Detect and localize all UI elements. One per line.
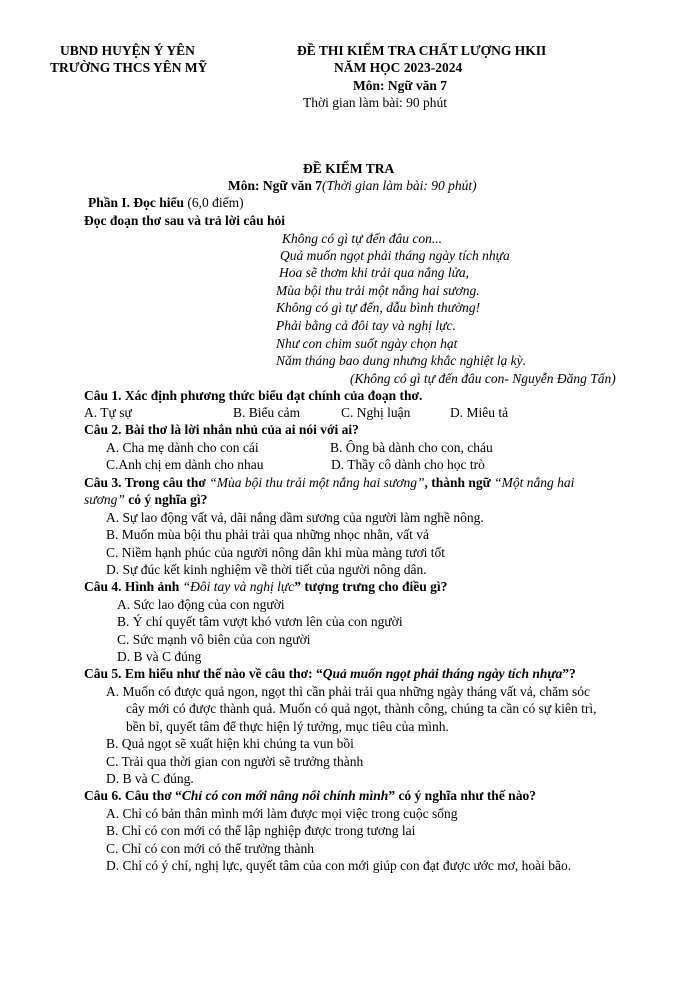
question-3 [84, 474, 574, 491]
q6-option-d: D. Chỉ có ý chí, nghị lực, quyết tâm của con mới giúp con đạt được ước mơ, hoài bão. [106, 858, 572, 873]
q5-option-a-line1: A. Muốn có được quả ngon, ngọt thì cần phải trải qua những ngày tháng vất vả, chăm sóc [106, 684, 591, 699]
q3-tail: có ý nghĩa gì? [124, 492, 208, 507]
question-3-cont [84, 491, 207, 508]
q3-option-c: C. Niềm hạnh phúc của người nông dân khi mùa màng tươi tốt [106, 545, 445, 560]
q6-lead: Câu 6. Câu thơ “ [84, 788, 182, 803]
q2-option-b: B. Ông bà dành cho con, cháu [330, 440, 493, 455]
q3-idiom: “Một nắng hai [494, 475, 575, 490]
poem-line: Như con chim suốt ngày chọn hạt [276, 336, 458, 351]
q4-option-b: B. Ý chí quyết tâm vượt khó vươn lên của con người [117, 614, 403, 629]
q5-option-a-line3: bền bỉ, quyết tâm để thực hiện lý tưởng, mục tiêu của mình. [126, 719, 449, 734]
question-6 [84, 787, 536, 804]
poem-line: Quả muốn ngọt phải tháng ngày tích nhựa [280, 248, 510, 263]
q6-tail: ” có ý nghĩa như thế nào? [388, 788, 536, 803]
q1-option-c: C. Nghị luận [341, 405, 411, 420]
question-4 [84, 578, 447, 595]
title-subject-line [228, 177, 477, 194]
q2-option-c: C.Anh chị em dành cho nhau [106, 457, 264, 472]
q6-option-b: B. Chỉ có con mới có thể lập nghiệp được trong tương lai [106, 823, 416, 838]
poem-line: Mùa bội thu trải một nắng hai sương. [276, 283, 480, 298]
q6-option-a: A. Chỉ có bản thân mình mới làm được mọi việc trong cuộc sống [106, 806, 458, 821]
school-name: TRƯỜNG THCS YÊN MỸ [50, 60, 208, 75]
q5-option-d: D. B và C đúng. [106, 771, 194, 786]
exam-title: ĐỀ THI KIỂM TRA CHẤT LƯỢNG HKII [297, 43, 547, 58]
q3-option-a: A. Sự lao động vất vả, dãi nắng dầm sương của người làm nghề nông. [106, 510, 484, 525]
part1-points: (6,0 điểm) [184, 195, 244, 210]
q3-lead: Câu 3. Trong câu thơ [84, 475, 210, 490]
q5-lead: Câu 5. Em hiểu như thế nào về câu thơ: “ [84, 666, 323, 681]
q4-lead: Câu 4. Hình ảnh [84, 579, 183, 594]
q3-quote: “Mùa bội thu trải một nắng hai sương” [209, 475, 425, 490]
q1-option-d: D. Miêu tả [450, 405, 509, 420]
q2-option-a: A. Cha mẹ dành cho con cái [106, 440, 259, 455]
poem-source: (Không có gì tự đến đâu con- Nguyễn Đăng Tấn) [350, 371, 616, 386]
q3-option-d: D. Sự đúc kết kinh nghiệm về thời tiết của người nông dân. [106, 562, 427, 577]
q5-option-a-line2: cây mới có được thành quả. Muốn có quả ngọt, thành công, chúng ta cần có sự kiên trì, [126, 701, 597, 716]
q6-option-c: C. Chỉ có con mới có thể trưởng thành [106, 841, 314, 856]
q4-option-a: A. Sức lao động của con người [117, 597, 285, 612]
school-year: NĂM HỌC 2023-2024 [334, 60, 463, 75]
question-5 [84, 665, 576, 682]
part1-heading [88, 194, 244, 211]
district-name: UBND HUYỆN Ý YÊN [60, 43, 195, 58]
q2-option-d: D. Thầy cô dành cho học trò [331, 457, 485, 472]
poem-line: Năm tháng bao dung nhưng khắc nghiệt lạ kỳ. [276, 353, 526, 368]
q5-option-c: C. Trải qua thời gian con người sẽ trưởng thành [106, 754, 364, 769]
page-title: ĐỀ KIỂM TRA [303, 161, 395, 176]
q3-idiom-end: sương” [84, 492, 125, 507]
title-subject: Môn: Ngữ văn 7 [228, 178, 322, 193]
title-time: (Thời gian làm bài: 90 phút) [321, 178, 477, 193]
q5-option-b: B. Quả ngọt sẽ xuất hiện khi chúng ta vun bồi [106, 736, 354, 751]
q4-option-d: D. B và C đúng [117, 649, 202, 664]
header-duration: Thời gian làm bài: 90 phút [303, 95, 447, 110]
question-2: Câu 2. Bài thơ là lời nhắn nhủ của ai nói với ai? [84, 422, 359, 437]
q1-option-b: B. Biểu cảm [233, 405, 301, 420]
q4-quote: “Đôi tay và nghị lực [182, 579, 295, 594]
q3-option-b: B. Muốn mùa bội thu phải trải qua những nhọc nhằn, vất vả [106, 527, 430, 542]
q3-mid: , thành ngữ [424, 475, 495, 490]
poem-line: Hoa sẽ thơm khi trải qua nắng lửa, [279, 265, 470, 280]
q5-tail: ”? [562, 666, 576, 681]
poem-line: Không có gì tự đến đâu con... [282, 231, 442, 246]
q5-quote: Quả muốn ngọt phải tháng ngày tích nhựa [322, 666, 563, 681]
poem-line: Không có gì tự đến, dẫu bình thường! [276, 300, 481, 315]
q4-option-c: C. Sức mạnh vô biên của con người [117, 632, 311, 647]
header-subject: Môn: Ngữ văn 7 [353, 78, 447, 93]
poem-line: Phải bằng cả đôi tay và nghị lực. [276, 318, 456, 333]
q6-quote: Chỉ có con mới nâng nổi chính mình [181, 788, 389, 803]
q4-tail: ” tượng trưng cho điều gì? [294, 579, 448, 594]
question-1: Câu 1. Xác định phương thức biểu đạt chính của đoạn thơ. [84, 388, 423, 403]
part1-label: Phần I. Đọc hiểu [88, 195, 185, 210]
q1-option-a: A. Tự sự [84, 405, 132, 420]
part1-instruction: Đọc đoạn thơ sau và trả lời câu hỏi [84, 213, 285, 228]
